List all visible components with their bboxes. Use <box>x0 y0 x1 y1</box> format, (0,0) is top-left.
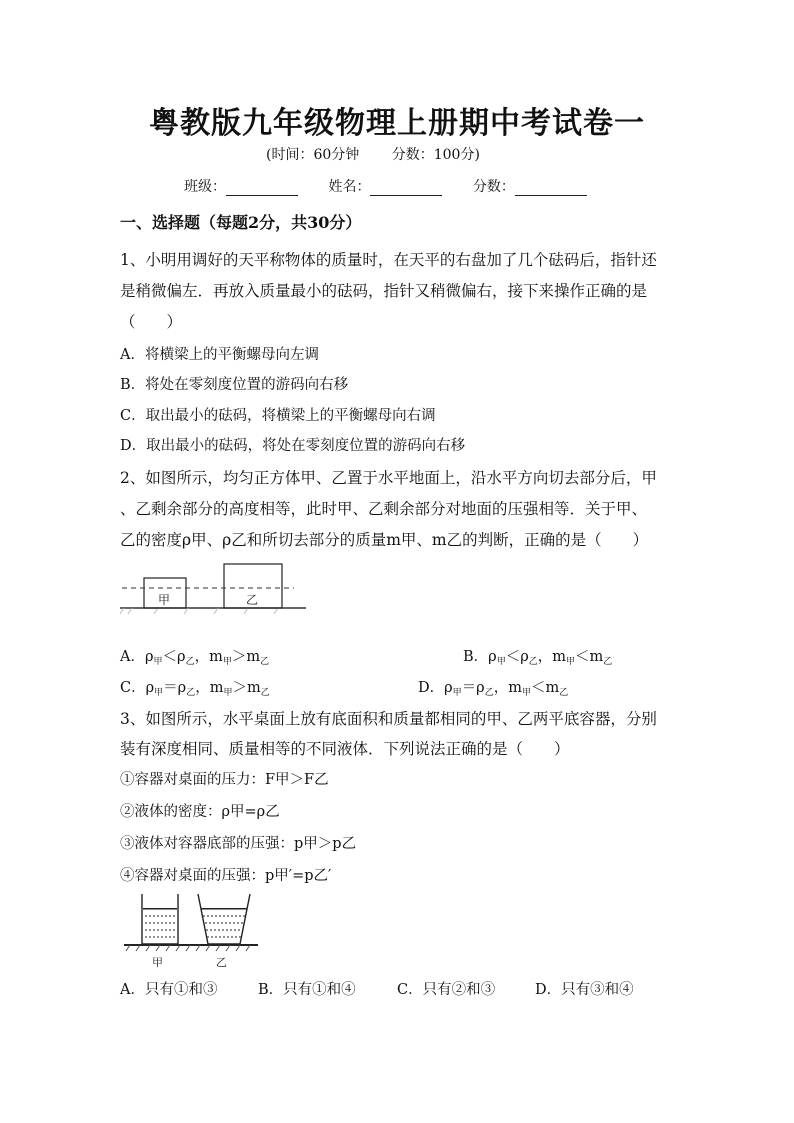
q3-line-1: 3、如图所示，水平桌面上放有底面积和质量都相同的甲、乙两平底容器，分别 <box>120 710 657 728</box>
class-blank[interactable] <box>226 181 298 196</box>
q2-line-1: 2、如图所示，均匀正方体甲、乙置于水平地面上，沿水平方向切去部分后，甲 <box>120 469 657 487</box>
student-fields <box>184 176 613 196</box>
q3-option-b: B．只有①和④ <box>258 982 356 998</box>
liquid-yi-fill <box>203 916 246 937</box>
q2-figure <box>118 558 308 618</box>
name-label: 姓名： <box>328 179 371 195</box>
class-field[interactable] <box>184 176 298 196</box>
q1-line-1: 1、小明用调好的天平称物体的质量时，在天平的右盘加了几个砝码后，指针还 <box>120 251 657 269</box>
exam-info <box>266 144 508 164</box>
label-yi: 乙 <box>246 593 259 607</box>
q3-statement-4: ④容器对桌面的压强：p甲′=p乙′ <box>120 868 332 884</box>
liquid-jia <box>143 908 177 910</box>
q2-option-b: B．$\rho_甲<\rho_乙$，$m_甲<m_乙$ <box>463 649 613 667</box>
q1-option-a: A．将横梁上的平衡螺母向左调 <box>120 347 319 363</box>
q3-statement-1: ①容器对桌面的压力：F甲＞F乙 <box>120 772 329 788</box>
q2-line-3: 乙的密度ρ甲、ρ乙和所切去部分的质量m甲、m乙的判断，正确的是（ ） <box>120 531 649 549</box>
score-label: 分数： <box>472 179 515 195</box>
q3-option-c: C．只有②和③ <box>397 982 496 998</box>
label-jia: 甲 <box>152 956 163 969</box>
name-field[interactable] <box>328 176 442 196</box>
q3-option-a: A．只有①和③ <box>120 982 218 998</box>
score-blank[interactable] <box>515 181 587 196</box>
q1-option-b: B．将处在零刻度位置的游码向右移 <box>120 377 349 393</box>
q2-option-c: C．$\rho_甲=\rho_乙$，$m_甲>m_乙$ <box>120 680 270 698</box>
label-jia: 甲 <box>158 593 171 607</box>
q3-statement-3: ③液体对容器底部的压强：p甲＞p乙 <box>120 836 357 852</box>
label-yi: 乙 <box>216 956 227 969</box>
ground-hatch <box>120 608 278 614</box>
score-field[interactable] <box>473 176 587 196</box>
q3-line-2: 装有深度相同、质量相等的不同液体．下列说法正确的是（ ） <box>120 740 570 758</box>
q3-statement-2: ②液体的密度：ρ甲=ρ乙 <box>120 804 280 820</box>
q2-option-d: D．$\rho_甲=\rho_乙$，$m_甲<m_乙$ <box>418 680 569 698</box>
q1-line-3: （ ） <box>120 313 183 331</box>
q1-option-c: C．取出最小的砝码，将横梁上的平衡螺母向右调 <box>120 408 436 424</box>
class-label: 班级： <box>184 179 226 195</box>
q1-option-d: D．取出最小的砝码，将处在零刻度位置的游码向右移 <box>120 438 466 454</box>
q3-option-d: D．只有③和④ <box>535 982 634 998</box>
liquid-yi <box>201 908 247 910</box>
q2-option-a: A．$\rho_甲<\rho_乙$，$m_甲>m_乙$ <box>120 649 270 667</box>
name-blank[interactable] <box>370 181 442 196</box>
page-title: 粤教版九年级物理上册期中考试卷一 <box>149 106 645 141</box>
time-info: (时间：60分钟 <box>266 147 360 163</box>
q1-line-2: 是稍微偏左．再放入质量最小的砝码，指针又稍微偏右，接下来操作正确的是 <box>120 282 648 300</box>
q3-figure <box>122 890 262 970</box>
score-info: 分数：100分) <box>391 147 480 163</box>
section-heading: 一、选择题（每题2分，共30分） <box>120 213 362 232</box>
q2-line-2: 、乙剩余部分的高度相等，此时甲、乙剩余部分对地面的压强相等．关于甲、 <box>120 500 648 518</box>
